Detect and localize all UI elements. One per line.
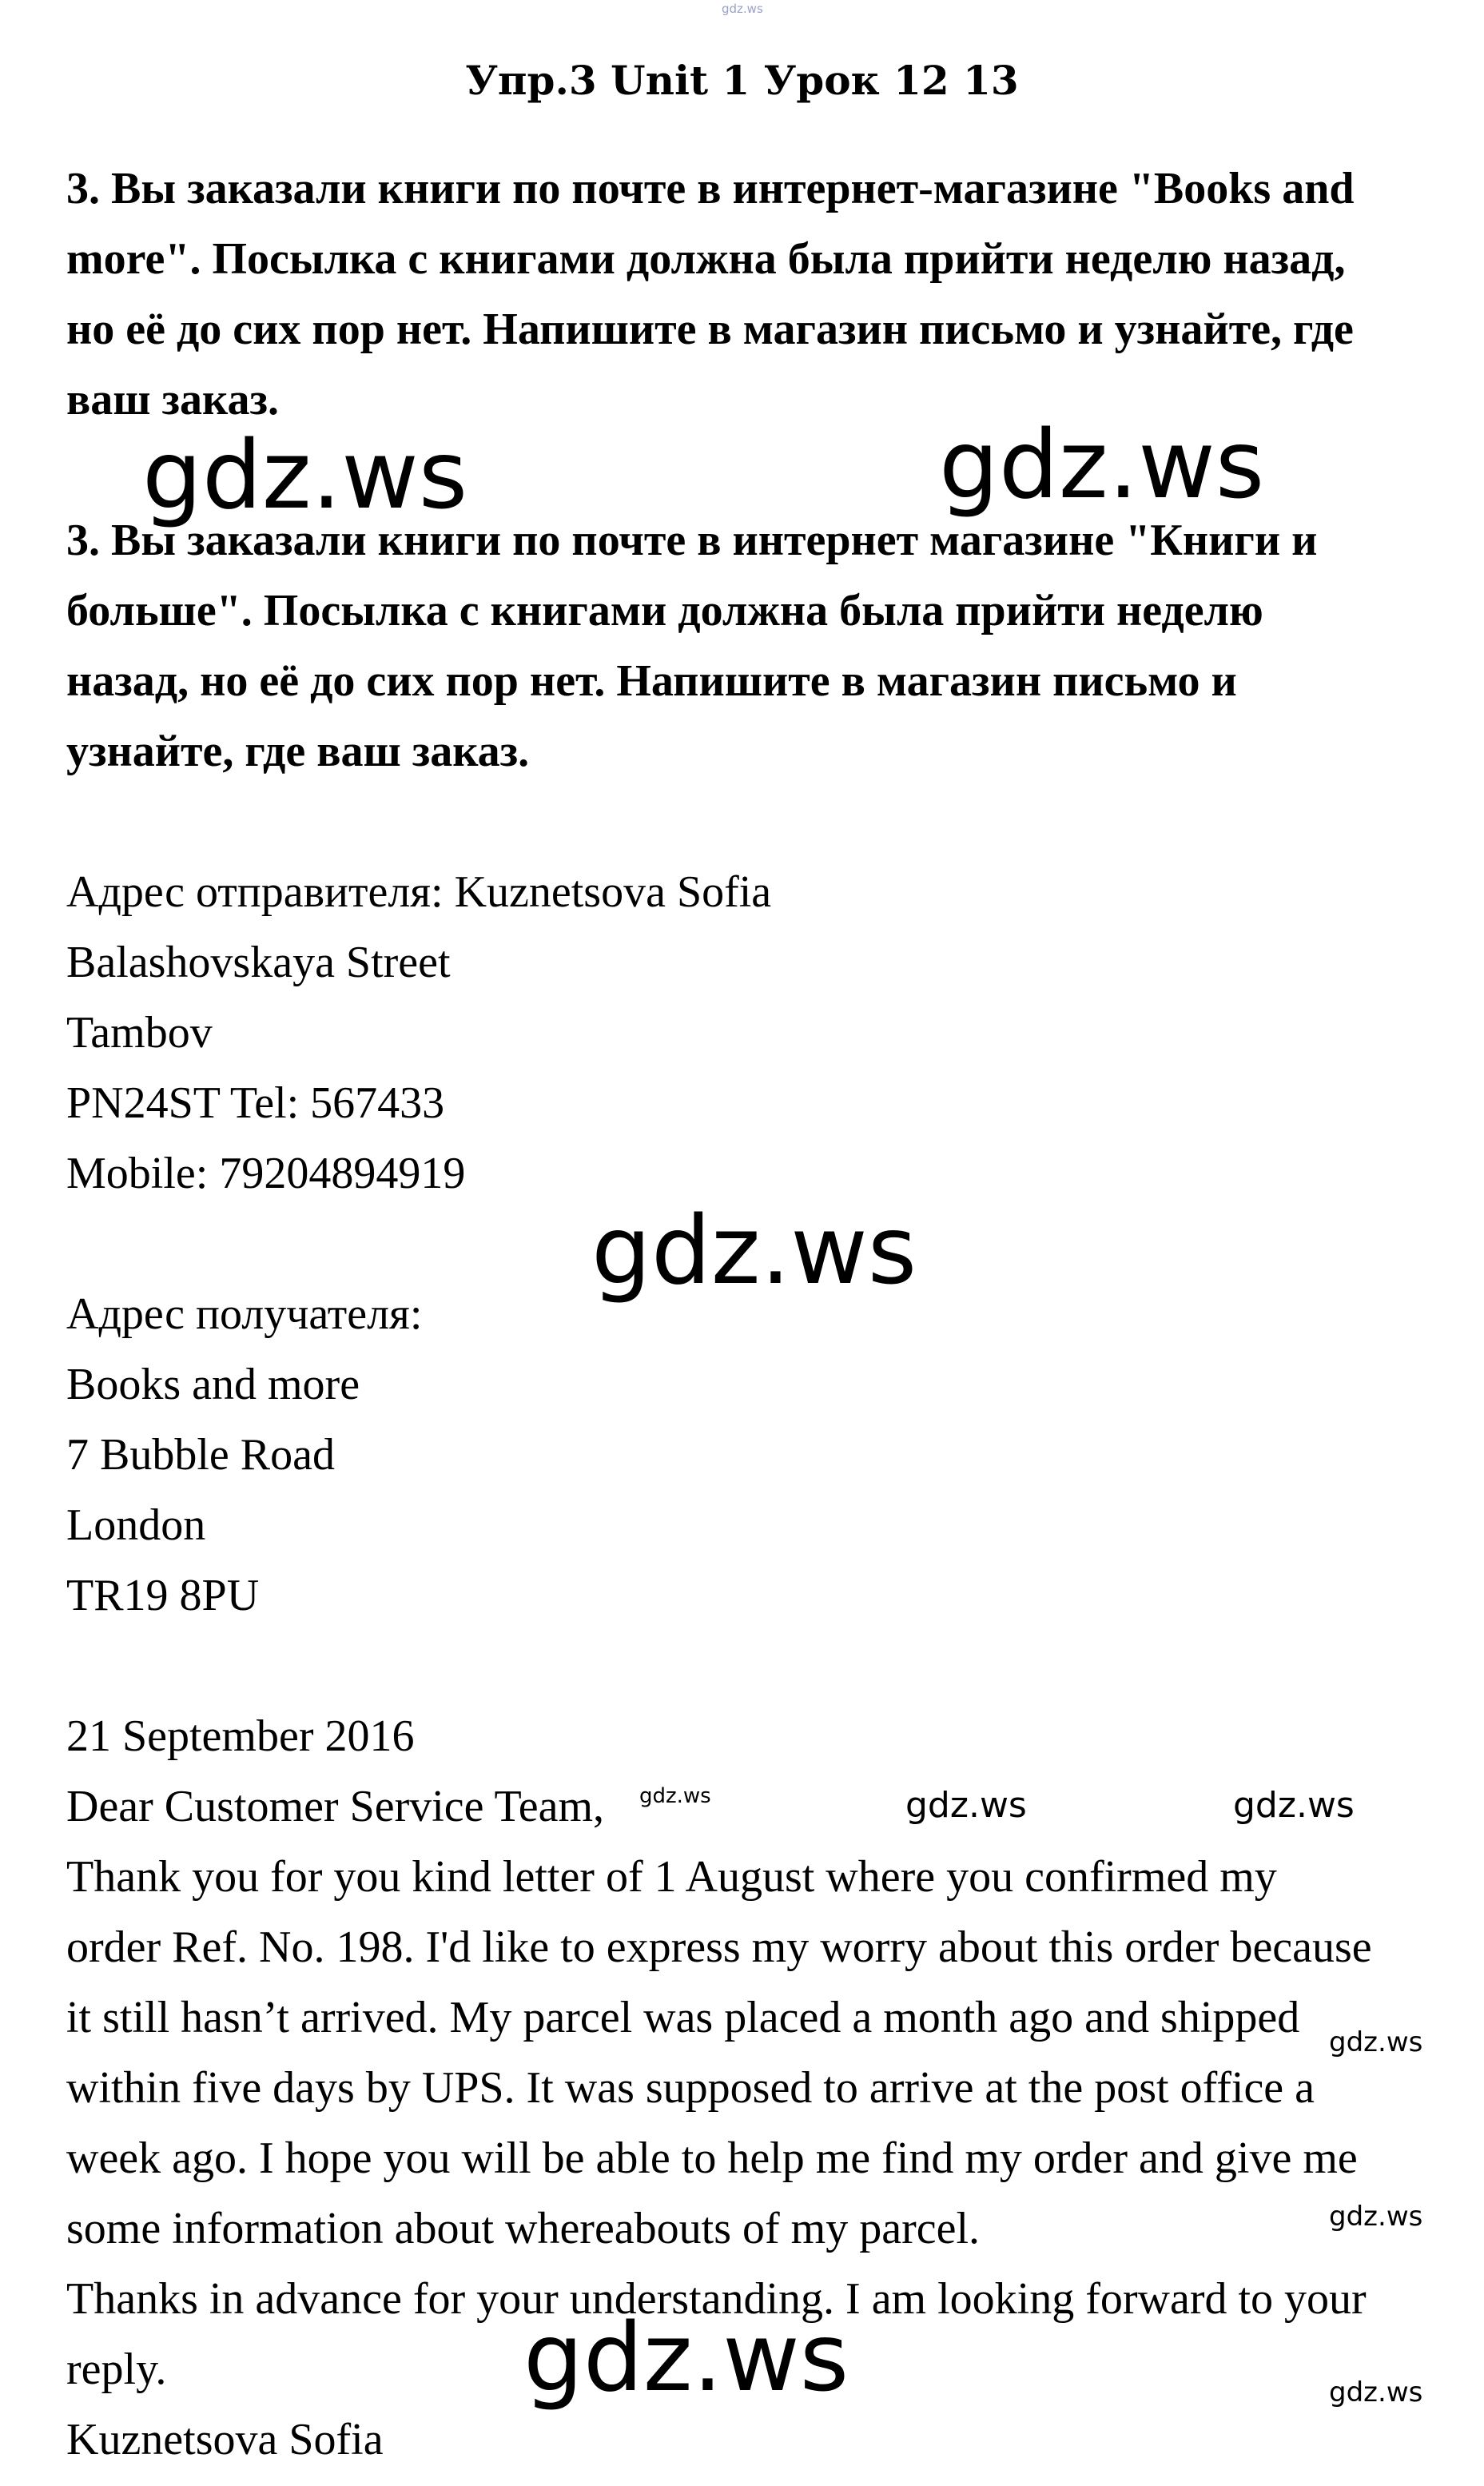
- letter-date: 21 September 2016: [66, 1711, 415, 1761]
- watermark: gdz.ws: [1329, 2376, 1423, 2408]
- letter-line: Thanks in advance for your understanding. I am looking forward to your: [66, 2274, 1367, 2324]
- letter-line: it still hasn’t arrived. My parcel was placed a month ago and shipped: [66, 1993, 1300, 2042]
- recipient-line: London: [66, 1500, 206, 1550]
- recipient-line: Адрес получателя:: [66, 1289, 423, 1339]
- watermark: gdz.ws: [1233, 1785, 1355, 1826]
- recipient-line: Books and more: [66, 1360, 360, 1409]
- sender-line: Balashovskaya Street: [66, 938, 451, 987]
- watermark: gdz.ws: [639, 1784, 711, 1808]
- top-watermark: gdz.ws: [722, 2, 763, 16]
- task-translated-line: больше". Посылка с книгами должна была прийти неделю: [66, 586, 1263, 635]
- watermark: gdz.ws: [523, 2302, 849, 2412]
- page-title: Упр.3 Unit 1 Урок 12 13: [465, 57, 1019, 104]
- task-original-line: но её до сих пор нет. Напишите в магазин письмо и узнайте, где: [66, 305, 1354, 354]
- recipient-line: TR19 8PU: [66, 1571, 260, 1620]
- letter-greeting: Dear Customer Service Team,: [66, 1782, 605, 1831]
- task-translated-line: назад, но её до сих пор нет. Напишите в магазин письмо и: [66, 656, 1237, 706]
- task-translated: [66, 505, 1441, 787]
- watermark: gdz.ws: [1329, 2201, 1423, 2233]
- task-original: [66, 153, 1441, 435]
- watermark: gdz.ws: [905, 1785, 1027, 1826]
- letter-line: reply.: [66, 2345, 167, 2394]
- sender-address: [66, 857, 771, 1209]
- watermark: gdz.ws: [142, 420, 468, 530]
- sender-line: PN24ST Tel: 567433: [66, 1078, 445, 1128]
- task-translated-line: 3. Вы заказали книги по почте в интернет магазине "Книги и: [66, 516, 1318, 565]
- recipient-address: [66, 1279, 422, 1631]
- watermark: gdz.ws: [939, 409, 1265, 520]
- watermark: gdz.ws: [1329, 2026, 1423, 2058]
- task-original-line: 3. Вы заказали книги по почте в интернет-магазине "Books and: [66, 164, 1355, 213]
- letter-line: some information about whereabouts of my parcel.: [66, 2204, 980, 2253]
- sender-line: Mobile: 79204894919: [66, 1149, 466, 1198]
- letter-line: order Ref. No. 198. I'd like to express my worry about this order because: [66, 1922, 1372, 1972]
- letter-signature: Kuznetsova Sofia: [66, 2415, 384, 2464]
- recipient-line: 7 Bubble Road: [66, 1430, 335, 1480]
- letter-line: Thank you for you kind letter of 1 August where you confirmed my: [66, 1852, 1277, 1902]
- task-translated-line: узнайте, где ваш заказ.: [66, 727, 530, 776]
- letter-line: within five days by UPS. It was supposed to arrive at the post office a: [66, 2063, 1315, 2113]
- watermark: gdz.ws: [591, 1195, 917, 1305]
- task-original-line: more". Посылка с книгами должна была прийти неделю назад,: [66, 234, 1346, 284]
- sender-line: Tambov: [66, 1008, 213, 1058]
- task-original-line: ваш заказ.: [66, 375, 279, 424]
- sender-line: Адрес отправителя: Kuznetsova Sofia: [66, 867, 772, 917]
- letter-line: week ago. I hope you will be able to help me find my order and give me: [66, 2133, 1358, 2183]
